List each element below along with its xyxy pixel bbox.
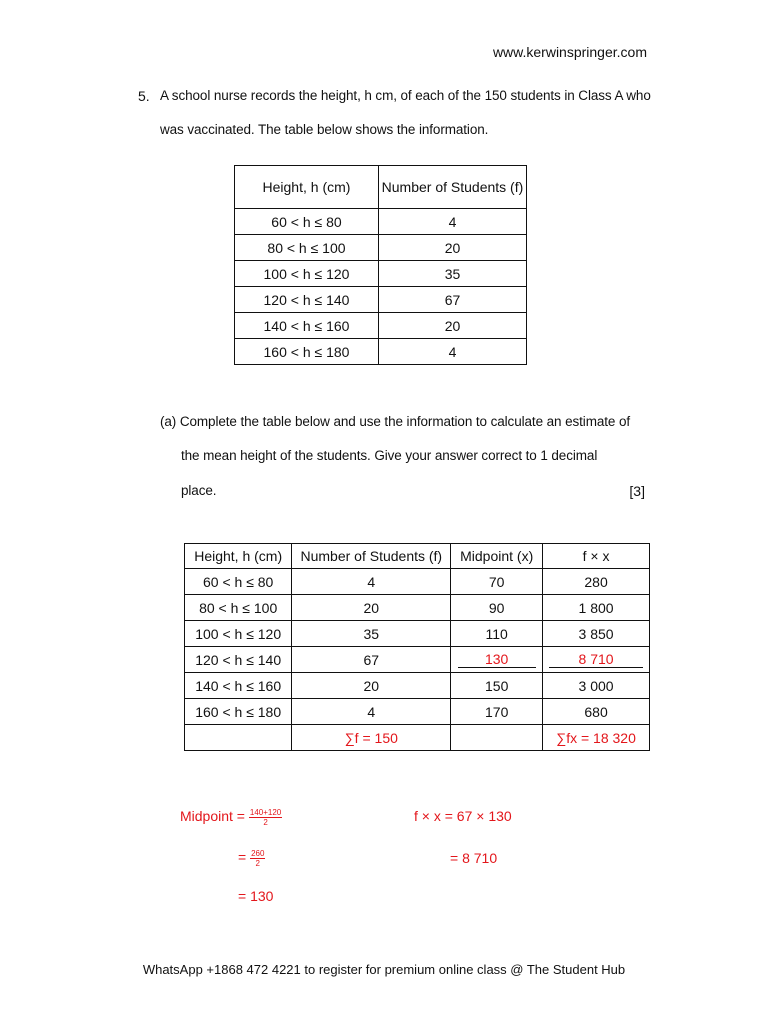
table-header-row <box>235 166 527 209</box>
header-number-of-students: Number of Students (f) <box>378 166 526 209</box>
table-row <box>235 209 527 235</box>
table-row <box>235 261 527 287</box>
midpoint-cell: 150 <box>451 673 543 699</box>
height-interval-cell: 140 < h ≤ 160 <box>235 313 379 339</box>
fraction-numerator: 140+120 <box>249 808 282 817</box>
empty-cell <box>185 725 292 751</box>
midpoint-working-line-1 <box>180 808 282 827</box>
height-interval-cell: 120 < h ≤ 140 <box>235 287 379 313</box>
height-interval-cell: 60 < h ≤ 80 <box>235 209 379 235</box>
midpoint-cell: 70 <box>451 569 543 595</box>
part-a-line-2: the mean height of the students. Give your answer correct to 1 decimal <box>181 448 598 463</box>
fx-answer: 8 710 <box>549 651 643 668</box>
fx-working-result: = 8 710 <box>450 850 498 866</box>
fraction-numerator: 260 <box>251 849 265 858</box>
height-interval-cell: 100 < h ≤ 120 <box>185 621 292 647</box>
height-interval-cell: 100 < h ≤ 120 <box>235 261 379 287</box>
fraction-denominator: 2 <box>255 859 260 868</box>
table-row <box>185 673 650 699</box>
totals-row <box>185 725 650 751</box>
table-header-row <box>185 544 650 569</box>
table-row <box>185 699 650 725</box>
height-interval-cell: 80 < h ≤ 100 <box>235 235 379 261</box>
table-row <box>185 621 650 647</box>
frequency-cell: 20 <box>378 313 526 339</box>
height-interval-cell: 160 < h ≤ 180 <box>185 699 292 725</box>
marks-label: [3] <box>629 483 645 499</box>
question-text-line-1: A school nurse records the height, h cm, of each of the 150 students in Class A who <box>160 88 651 103</box>
header-midpoint: Midpoint (x) <box>451 544 543 569</box>
midpoint-label: Midpoint = <box>180 808 245 825</box>
frequency-cell: 20 <box>378 235 526 261</box>
midpoint-working-line-2 <box>238 849 265 868</box>
header-height: Height, h (cm) <box>185 544 292 569</box>
midpoint-cell: 90 <box>451 595 543 621</box>
table-row <box>185 569 650 595</box>
fx-cell: 1 800 <box>543 595 650 621</box>
midpoint-fraction-2 <box>250 849 265 868</box>
height-frequency-table <box>234 165 527 365</box>
part-a-line-1: (a) Complete the table below and use the information to calculate an estimate of <box>160 414 631 429</box>
height-interval-cell: 120 < h ≤ 140 <box>185 647 292 673</box>
mean-calculation-table <box>184 543 650 751</box>
table-row <box>235 313 527 339</box>
midpoint-answer: 130 <box>458 651 536 668</box>
midpoint-cell: 110 <box>451 621 543 647</box>
table-row <box>185 595 650 621</box>
frequency-cell: 35 <box>292 621 451 647</box>
question-text-line-2: was vaccinated. The table below shows the information. <box>160 122 489 137</box>
frequency-cell: 20 <box>292 595 451 621</box>
header-height: Height, h (cm) <box>235 166 379 209</box>
frequency-cell: 35 <box>378 261 526 287</box>
frequency-cell: 4 <box>292 569 451 595</box>
sum-f-cell: ∑f = 150 <box>292 725 451 751</box>
midpoint-result: = 130 <box>238 888 274 904</box>
fx-cell: 680 <box>543 699 650 725</box>
part-a-line-3: place. <box>181 483 217 498</box>
fx-answer-cell <box>543 647 650 673</box>
midpoint-cell: 170 <box>451 699 543 725</box>
fx-cell: 3 850 <box>543 621 650 647</box>
frequency-cell: 4 <box>292 699 451 725</box>
header-f-times-x: f × x <box>543 544 650 569</box>
table-row <box>235 235 527 261</box>
height-interval-cell: 140 < h ≤ 160 <box>185 673 292 699</box>
header-number-of-students: Number of Students (f) <box>292 544 451 569</box>
question-number: 5. <box>138 88 150 104</box>
table-row <box>235 287 527 313</box>
height-interval-cell: 80 < h ≤ 100 <box>185 595 292 621</box>
fx-working-line: f × x = 67 × 130 <box>414 808 512 824</box>
frequency-cell: 4 <box>378 209 526 235</box>
empty-cell <box>451 725 543 751</box>
website-url: www.kerwinspringer.com <box>492 44 647 60</box>
height-interval-cell: 160 < h ≤ 180 <box>235 339 379 365</box>
fx-cell: 3 000 <box>543 673 650 699</box>
midpoint-fraction-1 <box>249 808 282 827</box>
frequency-cell: 67 <box>378 287 526 313</box>
frequency-cell: 4 <box>378 339 526 365</box>
fraction-denominator: 2 <box>263 818 268 827</box>
equals-sign: = <box>238 849 247 866</box>
height-interval-cell: 60 < h ≤ 80 <box>185 569 292 595</box>
table-row <box>235 339 527 365</box>
frequency-cell: 67 <box>292 647 451 673</box>
frequency-cell: 20 <box>292 673 451 699</box>
sum-fx-cell: ∑fx = 18 320 <box>543 725 650 751</box>
midpoint-answer-cell <box>451 647 543 673</box>
footer-promo-text: WhatsApp +1868 472 4221 to register for premium online class @ The Student Hub <box>142 962 626 977</box>
table-row <box>185 647 650 673</box>
fx-cell: 280 <box>543 569 650 595</box>
